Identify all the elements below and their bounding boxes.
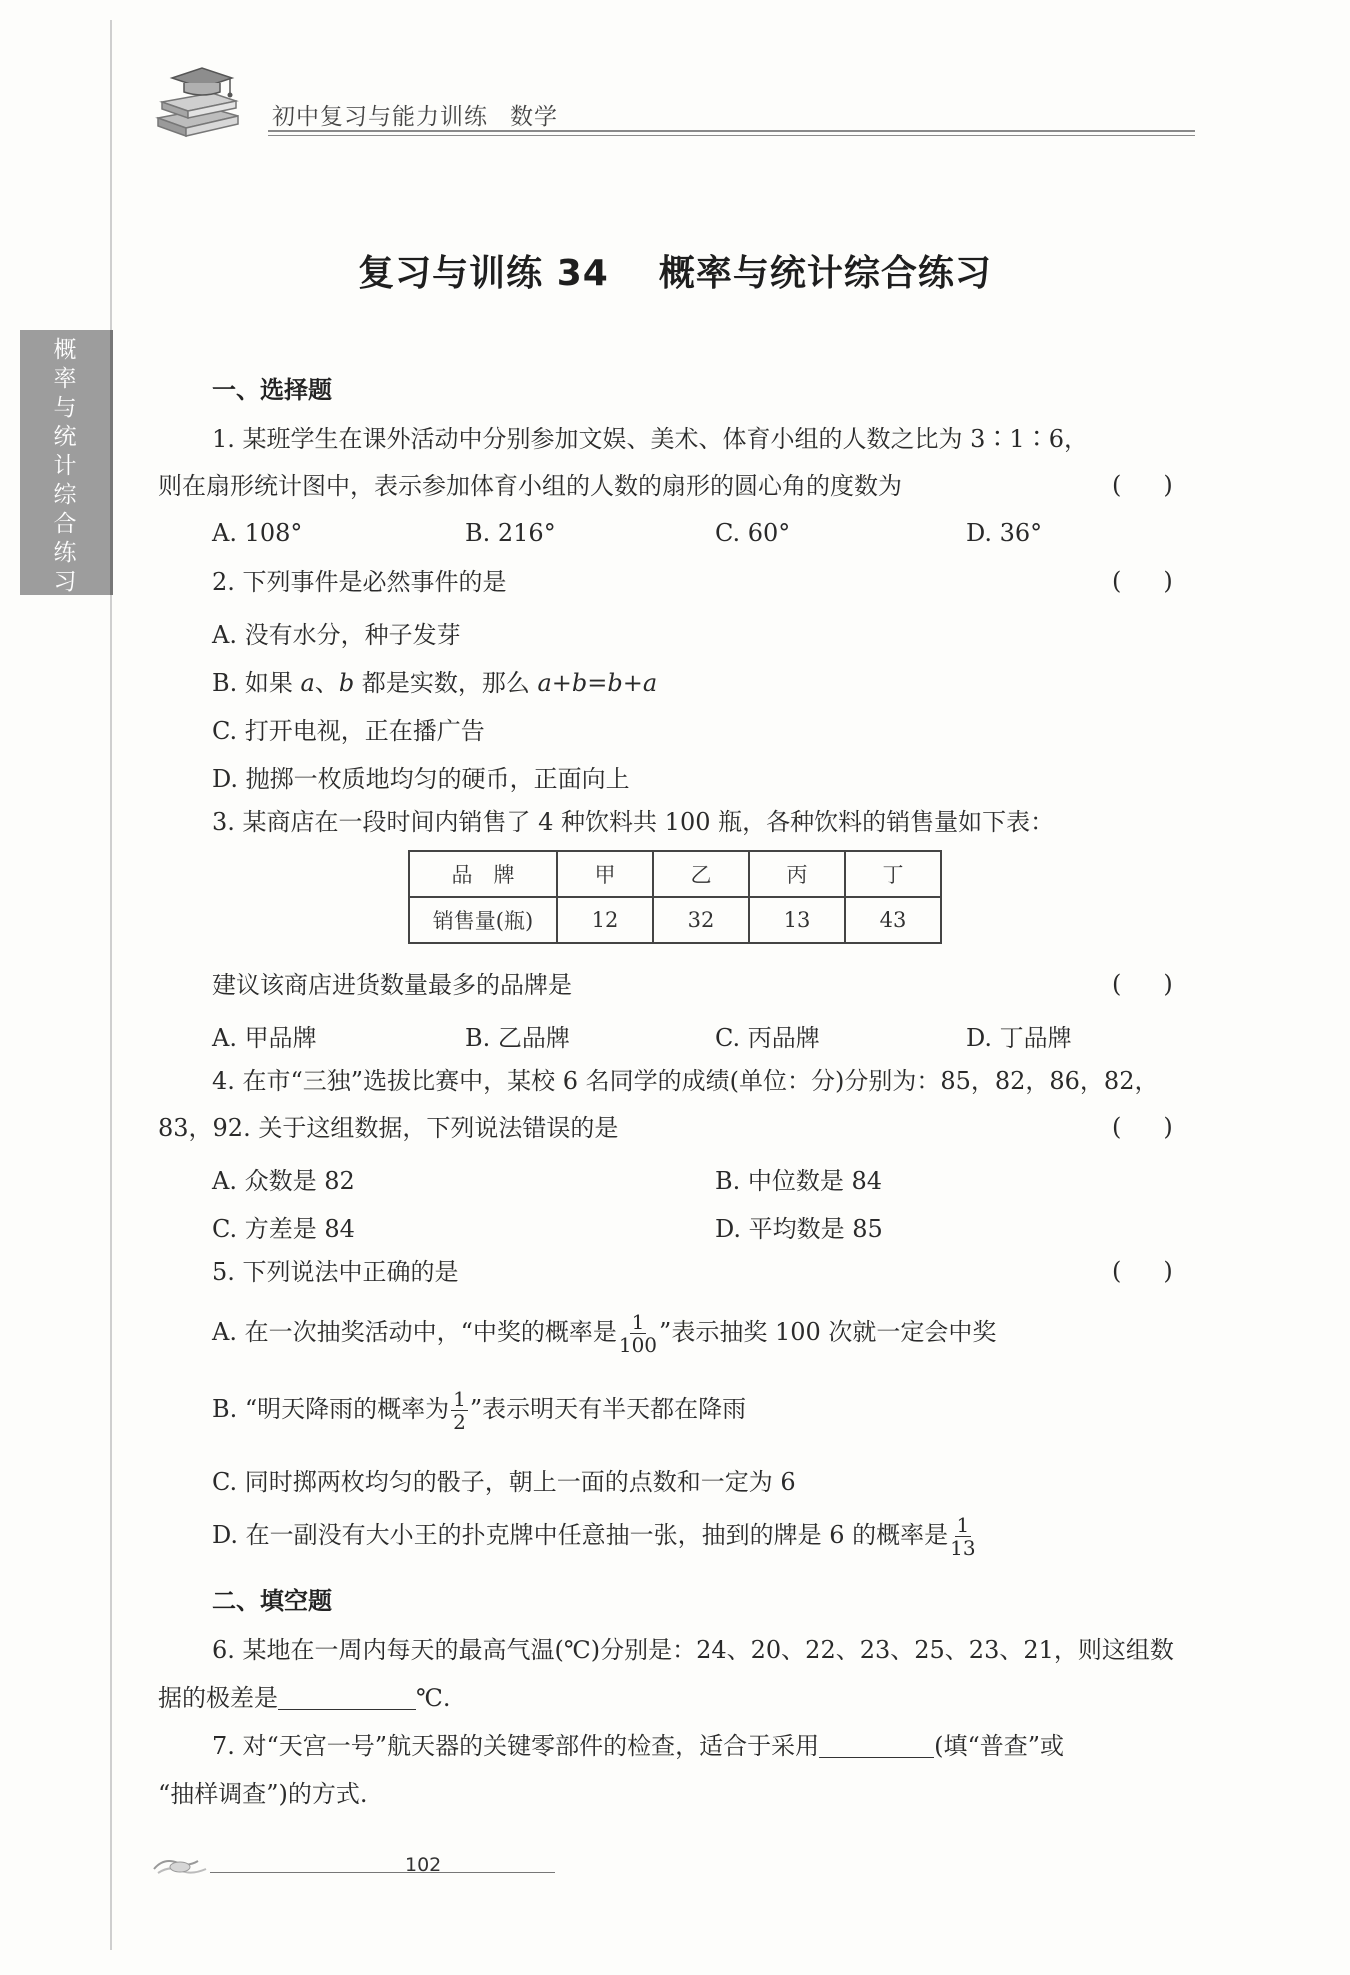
- chapter-side-tab: [20, 330, 113, 595]
- q4-stem-line1: 4. 在市“三独”选拔比赛中，某校 6 名同学的成绩(单位：分)分别为：85，82，86，82，: [212, 1067, 1159, 1095]
- table-brand-cell: 甲: [557, 851, 653, 897]
- q7-answer-blank[interactable]: [819, 1733, 934, 1758]
- fraction-denominator: 100: [618, 1333, 658, 1357]
- section-heading-choice: 一、选择题: [212, 376, 332, 404]
- q2-option-d: D. 抛掷一枚质地均匀的硬币，正面向上: [212, 765, 630, 793]
- swirl-ornament-icon: [150, 1851, 220, 1881]
- table-brand-cell: 丁: [845, 851, 941, 897]
- books-graduation-cap-icon: [150, 60, 245, 140]
- side-tab-char: 概: [53, 337, 77, 363]
- page-title: [0, 245, 1350, 296]
- title-topic: 概率与统计综合练习: [658, 253, 992, 294]
- bracket-close: ): [1163, 1257, 1173, 1285]
- q5-answer-bracket: [1112, 1257, 1173, 1285]
- q3-question: 建议该商店进货数量最多的品牌是: [212, 971, 572, 999]
- fraction-denominator: 2: [453, 1410, 466, 1434]
- page-edge: [110, 20, 112, 1950]
- q2-b-text: B. 如果: [212, 669, 301, 697]
- side-tab-char: 与: [53, 395, 77, 421]
- header-book-name: 初中复习与能力训练: [272, 104, 488, 130]
- fraction-1-2: [451, 1389, 468, 1432]
- fraction-denominator: 13: [950, 1536, 976, 1560]
- q5-b-text: B. “明天降雨的概率为: [212, 1395, 450, 1423]
- bracket-close: ): [1163, 970, 1173, 998]
- bracket-close: ): [1163, 471, 1173, 499]
- q2-b-separator: 、: [314, 669, 339, 697]
- q3-stem: 3. 某商店在一段时间内销售了 4 种饮料共 100 瓶，各种饮料的销售量如下表：: [212, 808, 1055, 836]
- q5-b-text: ”表示明天有半天都在降雨: [469, 1395, 747, 1423]
- table-row: [409, 851, 941, 897]
- fraction-1-13: [950, 1515, 975, 1558]
- table-sales-cell: 13: [749, 897, 845, 943]
- q1-option-a: A. 108°: [212, 519, 303, 547]
- q7-stem-line1: [212, 1731, 1064, 1761]
- q1-answer-bracket: [1112, 471, 1173, 499]
- q3-option-b: B. 乙品牌: [465, 1024, 570, 1052]
- bracket-open: (: [1112, 471, 1122, 499]
- table-sales-cell: 32: [653, 897, 749, 943]
- q2-option-b: [212, 663, 657, 698]
- section-heading-fill-in: 二、填空题: [212, 1587, 332, 1615]
- table-brand-cell: 乙: [653, 851, 749, 897]
- q3-option-d: D. 丁品牌: [966, 1024, 1072, 1052]
- q4-option-b: B. 中位数是 84: [715, 1167, 883, 1195]
- q5-option-d: [212, 1515, 978, 1558]
- fraction-numerator: 1: [956, 1513, 970, 1537]
- q4-stem-line2: 83，92. 关于这组数据，下列说法错误的是: [158, 1114, 619, 1142]
- table-header-brand: 品 牌: [409, 851, 557, 897]
- bracket-close: ): [1163, 567, 1173, 595]
- q1-stem-line2: 则在扇形统计图中，表示参加体育小组的人数的扇形的圆心角的度数为: [158, 472, 902, 500]
- table-header-sales: 销售量(瓶): [409, 897, 557, 943]
- bracket-open: (: [1112, 1257, 1122, 1285]
- q4-option-d: D. 平均数是 85: [715, 1215, 883, 1243]
- side-tab-char: 率: [53, 366, 77, 392]
- header-rule: [268, 130, 1195, 132]
- q2-stem: 2. 下列事件是必然事件的是: [212, 568, 507, 596]
- fraction-numerator: 1: [631, 1310, 645, 1334]
- fraction-numerator: 1: [453, 1387, 466, 1411]
- page-number: 102: [405, 1854, 442, 1876]
- q5-a-text: ”表示抽奖 100 次就一定会中奖: [659, 1318, 997, 1346]
- table-sales-cell: 43: [845, 897, 941, 943]
- q5-stem: 5. 下列说法中正确的是: [212, 1258, 459, 1286]
- side-tab-char: 综: [53, 482, 77, 508]
- bracket-open: (: [1112, 970, 1122, 998]
- fraction-1-100: [619, 1312, 657, 1355]
- q2-option-a: A. 没有水分，种子发芽: [212, 621, 461, 649]
- sales-table: [408, 850, 942, 944]
- q5-option-a: [212, 1312, 996, 1355]
- q2-answer-bracket: [1112, 567, 1173, 595]
- footer-rule: [210, 1872, 555, 1873]
- var-a: a: [300, 669, 315, 697]
- q6-answer-blank[interactable]: [278, 1685, 416, 1710]
- side-tab-char: 练: [53, 540, 77, 566]
- q3-option-a: A. 甲品牌: [212, 1024, 317, 1052]
- page-footer: [150, 1846, 450, 1886]
- table-sales-cell: 12: [557, 897, 653, 943]
- q7-stem-line2: “抽样调查”)的方式.: [158, 1780, 368, 1808]
- side-tab-char: 习: [53, 569, 77, 595]
- q3-answer-bracket: [1112, 970, 1173, 998]
- q7-text: 7. 对“天宫一号”航天器的关键零部件的检查，适合于采用: [212, 1732, 820, 1760]
- q6-unit: ℃.: [416, 1684, 451, 1712]
- q1-stem-line1: 1. 某班学生在课外活动中分别参加文娱、美术、体育小组的人数之比为 3∶1∶6，: [212, 425, 1088, 453]
- q5-option-c: C. 同时掷两枚均匀的骰子，朝上一面的点数和一定为 6: [212, 1468, 796, 1496]
- q4-option-a: A. 众数是 82: [212, 1167, 355, 1195]
- bracket-open: (: [1112, 1113, 1122, 1141]
- var-b: b: [338, 669, 355, 697]
- q6-stem-line2: [158, 1683, 450, 1713]
- q3-option-c: C. 丙品牌: [715, 1024, 820, 1052]
- q6-stem-line1: 6. 某地在一周内每天的最高气温(℃)分别是：24、20、22、23、25、23、21，则这组数: [212, 1636, 1174, 1664]
- bracket-open: (: [1112, 567, 1122, 595]
- q5-a-text: A. 在一次抽奖活动中，“中奖的概率是: [212, 1318, 617, 1346]
- q5-option-b: [212, 1389, 746, 1432]
- header-rule-thin: [268, 135, 1195, 136]
- side-tab-char: 合: [53, 511, 77, 537]
- side-tab-char: 计: [53, 453, 77, 479]
- side-tab-char: 统: [53, 424, 77, 450]
- q5-d-text: D. 在一副没有大小王的扑克牌中任意抽一张，抽到的牌是 6 的概率是: [212, 1521, 949, 1549]
- header-subject: 数学: [510, 104, 558, 130]
- q4-option-c: C. 方差是 84: [212, 1215, 355, 1243]
- q6-text: 据的极差是: [158, 1684, 278, 1712]
- header-title: [272, 98, 558, 131]
- q4-answer-bracket: [1112, 1113, 1173, 1141]
- q2-option-c: C. 打开电视，正在播广告: [212, 717, 485, 745]
- table-brand-cell: 丙: [749, 851, 845, 897]
- q2-b-text: 都是实数，那么: [354, 669, 538, 697]
- q2-b-expression: a+b=b+a: [537, 669, 658, 697]
- q1-option-c: C. 60°: [715, 519, 791, 547]
- q1-option-d: D. 36°: [966, 519, 1043, 547]
- running-header: [150, 60, 1195, 140]
- q7-text: (填“普查”或: [934, 1732, 1064, 1760]
- bracket-close: ): [1163, 1113, 1173, 1141]
- table-row: [409, 897, 941, 943]
- q1-option-b: B. 216°: [465, 519, 556, 547]
- title-lesson-number: 复习与训练 34: [358, 253, 609, 294]
